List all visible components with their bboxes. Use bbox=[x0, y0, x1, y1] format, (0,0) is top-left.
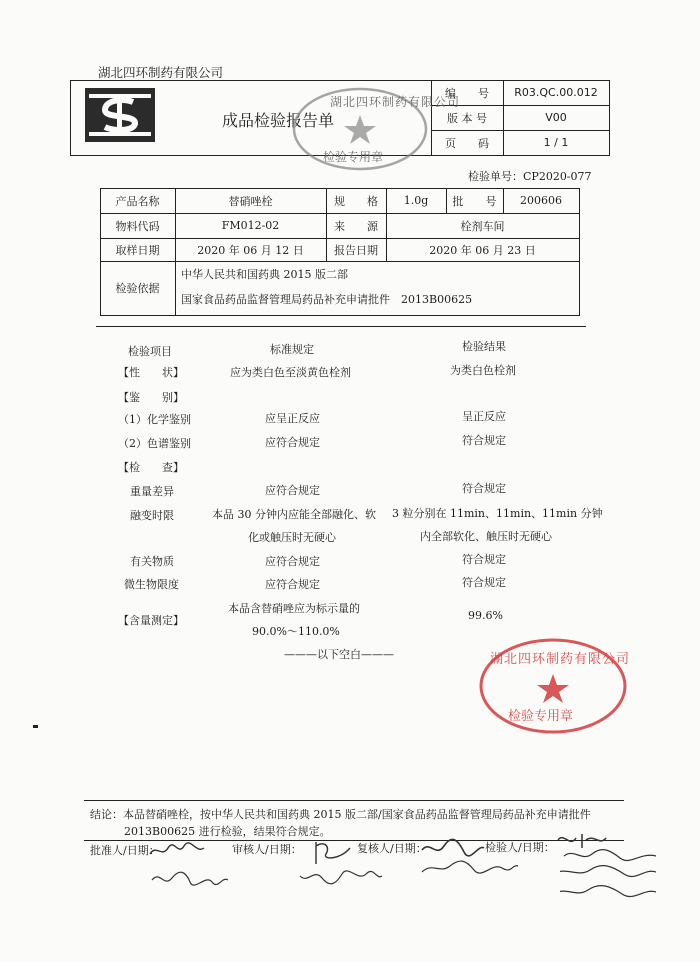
red-stamp-top-text: 湖北四环制药有限公司 bbox=[490, 652, 631, 667]
rechecker-date-icon bbox=[420, 856, 520, 878]
report-date-label: 报告日期 bbox=[334, 243, 378, 257]
header-left-line bbox=[70, 80, 71, 155]
batch-label: 批 号 bbox=[452, 194, 497, 208]
row-related-standard: 应符合规定 bbox=[265, 555, 320, 568]
row-melting-result-2: 内全部软化、触压时无硬心 bbox=[420, 530, 552, 543]
meta-page-label: 页 码 bbox=[445, 136, 489, 150]
col-header-standard: 标准规定 bbox=[270, 343, 314, 356]
row-microbe-standard: 应符合规定 bbox=[265, 578, 320, 591]
row-assay-standard-2: 90.0%～110.0% bbox=[252, 625, 340, 638]
row-chem-id-result: 呈正反应 bbox=[462, 410, 506, 423]
row-appearance-result: 为类白色栓剂 bbox=[450, 364, 516, 377]
row-melting-standard-2: 化或触压时无硬心 bbox=[248, 531, 336, 544]
row-chrom-id-result: 符合规定 bbox=[462, 434, 506, 447]
spec-value: 1.0g bbox=[403, 194, 429, 207]
row-weight-item: 重量差异 bbox=[130, 485, 174, 498]
meta-version-label: 版 本 号 bbox=[447, 111, 487, 125]
material-code-value: FM012-02 bbox=[221, 219, 280, 232]
sheet-number: 检验单号：CP2020-077 bbox=[468, 170, 592, 183]
product-label: 产品名称 bbox=[115, 194, 160, 208]
stamp-top-text: 湖北四环制药有限公司 bbox=[330, 95, 461, 109]
meta-version-value: V00 bbox=[545, 111, 567, 124]
col-header-item: 检验项目 bbox=[128, 345, 172, 358]
company-logo-icon bbox=[83, 86, 157, 144]
row-chrom-id-standard: 应符合规定 bbox=[265, 436, 320, 449]
section-identification: 【鉴 别】 bbox=[118, 391, 184, 404]
approver-label: 批准人/日期： bbox=[90, 844, 160, 857]
col-header-result: 检验结果 bbox=[462, 340, 506, 353]
header-right-line bbox=[609, 80, 610, 155]
info-vline-right bbox=[579, 188, 580, 315]
section-inspection: 【检 查】 bbox=[118, 461, 184, 474]
row-assay-result: 99.6% bbox=[468, 609, 503, 622]
report-date-value: 2020 年 06 月 23 日 bbox=[429, 243, 536, 257]
row-melting-item: 融变时限 bbox=[130, 509, 174, 522]
row-chem-id-item: （1）化学鉴别 bbox=[118, 413, 191, 426]
row-melting-result-1: 3 粒分别在 11min、11min、11min 分钟 bbox=[392, 507, 603, 520]
approver-signature-icon bbox=[148, 840, 208, 862]
scan-mark bbox=[33, 725, 38, 728]
reviewer-label: 审核人/日期： bbox=[232, 843, 302, 856]
meta-page-value: 1 / 1 bbox=[543, 136, 569, 149]
reviewer-date-icon bbox=[298, 866, 384, 888]
red-stamp-bottom-text: 检验专用章 bbox=[508, 709, 574, 724]
inspector-label: 检验人/日期： bbox=[485, 841, 555, 854]
row-weight-standard: 应符合规定 bbox=[265, 484, 320, 497]
results-top-line bbox=[96, 326, 586, 327]
conclusion-line-2: 2013B00625 进行检验，结果符合规定。 bbox=[124, 825, 331, 838]
rechecker-label: 复核人/日期： bbox=[357, 842, 427, 855]
sample-date-value: 2020 年 06 月 12 日 bbox=[197, 243, 304, 257]
meta-code-label: 编 号 bbox=[445, 86, 489, 100]
source-label: 来 源 bbox=[334, 219, 378, 233]
approver-date-icon bbox=[150, 868, 230, 890]
row-assay-item: 【含量测定】 bbox=[118, 614, 184, 627]
row-microbe-item: 微生物限度 bbox=[124, 578, 179, 591]
row-weight-result: 符合规定 bbox=[462, 482, 506, 495]
row-related-item: 有关物质 bbox=[130, 555, 174, 568]
sample-date-label: 取样日期 bbox=[115, 243, 160, 257]
conclusion-top-line bbox=[84, 800, 624, 801]
basis-label: 检验依据 bbox=[115, 282, 160, 295]
blank-below-marker: ———以下空白——— bbox=[284, 648, 394, 661]
document-title: 成品检验报告单 bbox=[222, 111, 335, 130]
row-assay-standard-1: 本品含替硝唑应为标示量的 bbox=[228, 602, 360, 615]
material-code-label: 物料代码 bbox=[115, 219, 160, 233]
source-value: 栓剂车间 bbox=[460, 219, 505, 233]
company-name: 湖北四环制药有限公司 bbox=[98, 65, 224, 80]
info-line-bottom bbox=[100, 315, 580, 316]
meta-code-value: R03.QC.00.012 bbox=[514, 86, 598, 99]
batch-value: 200606 bbox=[520, 194, 562, 207]
row-related-result: 符合规定 bbox=[462, 553, 506, 566]
spec-label: 规 格 bbox=[334, 194, 378, 208]
inspector-dates-icon bbox=[560, 846, 660, 906]
reviewer-signature-icon bbox=[312, 838, 354, 868]
row-melting-standard-1: 本品 30 分钟内应能全部融化、软 bbox=[212, 508, 376, 521]
row-chrom-id-item: （2）色谱鉴别 bbox=[118, 437, 191, 450]
conclusion-line-1: 结论：本品替硝唑栓，按中华人民共和国药典 2015 版二部/国家食品药品监督管理局药品补充申请批件 bbox=[90, 808, 591, 821]
product-value: 替硝唑栓 bbox=[228, 194, 273, 208]
row-appearance-item: 【性 状】 bbox=[118, 366, 184, 379]
basis-line-1: 中华人民共和国药典 2015 版二部 bbox=[181, 268, 348, 281]
row-microbe-result: 符合规定 bbox=[462, 576, 506, 589]
row-appearance-standard: 应为类白色至淡黄色栓剂 bbox=[230, 366, 351, 379]
stamp-top-bottom-text: 检验专用章 bbox=[323, 150, 384, 164]
basis-line-2: 国家食品药品监督管理局药品补充申请批件 2013B00625 bbox=[181, 293, 473, 306]
row-chem-id-standard: 应呈正反应 bbox=[265, 412, 320, 425]
